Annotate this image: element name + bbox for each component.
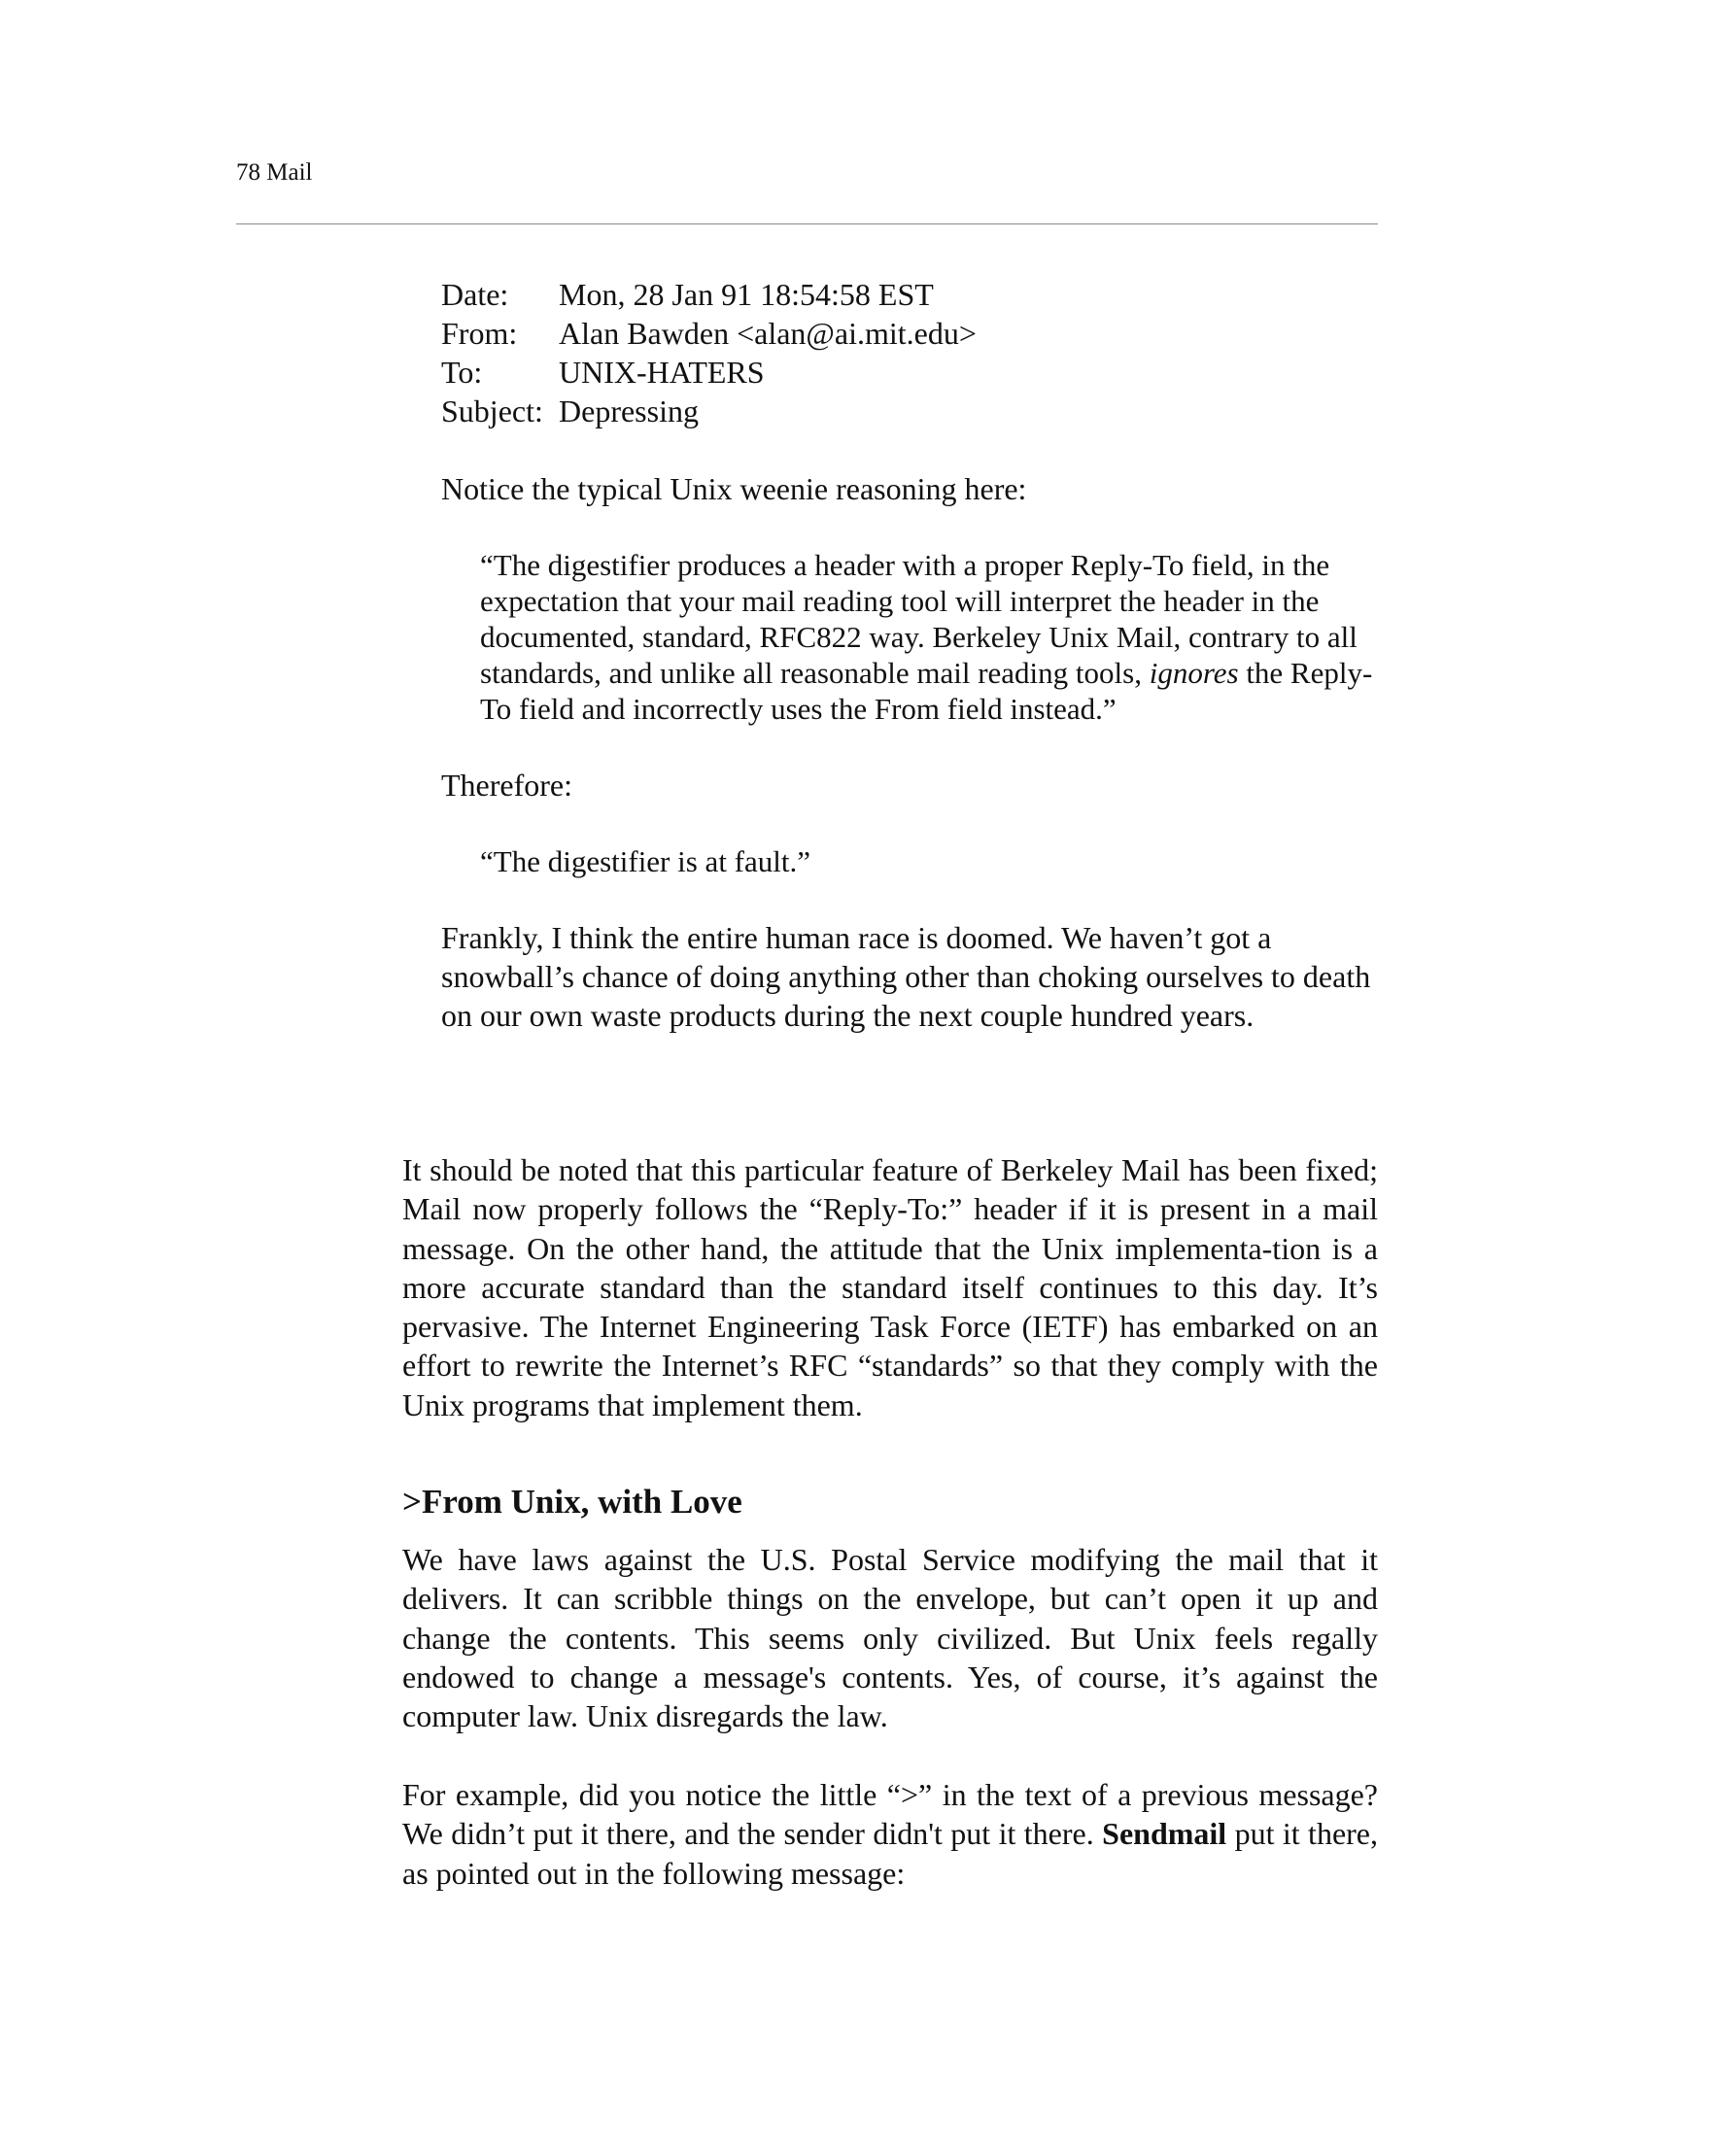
header-rule xyxy=(236,223,1378,224)
paragraph-text: For example, did you notice the little “>” in the text of a previous message? We didn’t put it there, and the sender didn't put it there. xyxy=(402,1777,1378,1852)
body-paragraph-3 xyxy=(402,1775,1378,1893)
body-paragraph-2: We have laws against the U.S. Postal Service modifying the mail that it delivers. It can scribble things on the envelope, but can’t open it up and change the contents. This seems only civilized. But Unix feels regally endowed to change a message's contents. Yes, of course, it’s against the computer law. Unix disregards the law. xyxy=(402,1542,1378,1734)
email-header-subject xyxy=(441,392,1374,430)
email-quote-fault: “The digestifier is at fault.” xyxy=(480,844,811,878)
email-header-date xyxy=(441,275,1374,314)
header-value: Alan Bawden <alan@ai.mit.edu> xyxy=(559,316,977,351)
header-key: To: xyxy=(441,355,483,390)
quoted-email xyxy=(441,275,1374,1035)
running-head: 78 Mail xyxy=(236,159,313,186)
quote-text: the Reply-To field and incorrectly uses the From field instead.” xyxy=(480,656,1373,726)
quote-emphasis: ignores xyxy=(1149,656,1239,690)
header-key: From: xyxy=(441,316,518,351)
header-key: Subject: xyxy=(441,394,543,428)
header-value: UNIX-HATERS xyxy=(559,355,765,390)
header-value: Depressing xyxy=(559,394,699,428)
email-therefore: Therefore: xyxy=(441,768,573,803)
sendmail-term: Sendmail xyxy=(1102,1816,1227,1852)
email-closing: Frankly, I think the entire human race is doomed. We haven’t got a snowball’s chance of doing anything other than choking ourselves to death on our own waste products during the next couple hundred years. xyxy=(441,920,1371,1033)
quote-text: “The digestifier produces a header with a proper Reply-To field, in the expectation that your mail reading tool will interpret the header in the documented, standard, RFC822 way. Berkeley Unix Mail, contrary to all standards, and unlike all reasonable mail reading tools, xyxy=(480,548,1358,690)
email-header-from xyxy=(441,314,1374,353)
header-key: Date: xyxy=(441,277,509,312)
email-header-to xyxy=(441,353,1374,392)
body-paragraph-1: It should be noted that this particular feature of Berkeley Mail has been fixed; Mail now properly follows the “Reply-To:” header if it is present in a mail message. On the other hand, the attitude that the Unix implementa-tion is a more accurate standard than the standard itself continues to this day. It’s pervasive. The Internet Engineering Task Force (IETF) has embarked on an effort to rewrite the Internet’s RFC “standards” so that they comply with the Unix programs that implement them. xyxy=(402,1152,1378,1422)
email-quote-digestifier xyxy=(480,547,1374,727)
header-value: Mon, 28 Jan 91 18:54:58 EST xyxy=(559,277,934,312)
email-intro: Notice the typical Unix weenie reasoning here: xyxy=(441,471,1027,506)
paragraph-text: put it there, as pointed out in the following message: xyxy=(402,1816,1379,1891)
section-heading: >From Unix, with Love xyxy=(402,1483,742,1521)
